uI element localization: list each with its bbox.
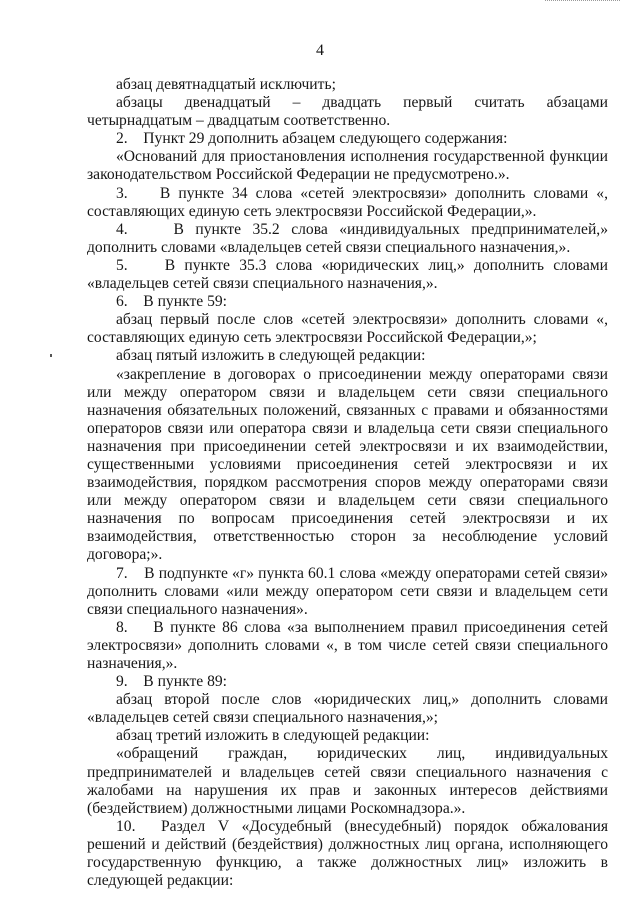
item-8: 8. В пункте 86 слова «за выполнением правил присоединения сетей электросвязи» дополнить словами «, в том числе сетей связи специального назначения,». xyxy=(87,618,608,672)
scan-margin-mark xyxy=(50,354,52,357)
item-3: 3. В пункте 34 слова «сетей электросвязи» дополнить словами «, составляющих единую сеть электросвязи Российской Федерации,». xyxy=(87,184,608,220)
item-2: 2. Пункт 29 дополнить абзацем следующего содержания: xyxy=(116,130,508,148)
item-9-abzac-2: абзац второй после слов «юридических лиц,» дополнить словами «владельцев сетей связи специального назначения,»; xyxy=(87,691,608,727)
item-9-abzac-3-quote: «обращений граждан, юридических лиц, индивидуальных предпринимателей и владельцев сетей связи специального назначения с жалобами на нарушения их прав и законных интересов действиями (бездействием) должностными лицами Роскомнадзора.». xyxy=(87,745,608,817)
scan-edge-line xyxy=(545,0,620,2)
paragraph-abzac-19: абзац девятнадцатый исключить; xyxy=(116,76,336,93)
item-10: 10. Раздел V «Досудебный (внесудебный) порядок обжалования решений и действий (бездействия) должностных лиц органа, исполняющего государственную функцию, а также должностных лиц» изложить в следующей редакции: xyxy=(87,817,608,890)
item-7: 7. В подпункте «г» пункта 60.1 слова «между операторами сетей связи» дополнить словами «или между оператором сети связи и владельцем сети связи специального назначения». xyxy=(87,564,608,618)
item-6-abzac-1: абзац первый после слов «сетей электросвязи» дополнить словами «, составляющих единую сеть электросвязи Российской Федерации,»; xyxy=(87,311,608,347)
item-4: 4. В пункте 35.2 слова «индивидуальных предпринимателей,» дополнить словами «владельцев сетей связи специального назначения,». xyxy=(87,220,608,256)
item-2-quote: «Оснований для приостановления исполнения государственной функции законодательством Российской Федерации не предусмотрено.». xyxy=(87,148,608,184)
item-5: 5. В пункте 35.3 слова «юридических лиц,» дополнить словами «владельцев сетей связи специального назначения,». xyxy=(87,256,608,293)
page-number: 4 xyxy=(316,42,324,59)
item-6-abzac-5-quote: «закрепление в договорах о присоединении между операторами связи или между оператором связи и владельцем сети связи специального назначения обязательных положений, связанных с правами и обязанностями операторов связи или оператора связи и владельца сети связи специального назначения при присоединении сетей электросвязи и их взаимодействии, существенными условиями присоединения сетей электросвязи и их взаимодействия, порядком рассмотрения споров между операторами связи или между оператором связи и владельцем сети связи специального назначения по вопросам присоединения сетей электросвязи и их взаимодействия, ответственностью сторон за несоблюдение условий договора;». xyxy=(87,365,608,564)
document-body xyxy=(87,76,608,890)
item-6: 6. В пункте 59: xyxy=(116,293,228,311)
item-6-abzac-5-intro: абзац пятый изложить в следующей редакции: xyxy=(116,347,426,365)
item-9: 9. В пункте 89: xyxy=(116,673,228,691)
item-9-abzac-3-intro: абзац третий изложить в следующей редакции: xyxy=(116,727,430,745)
paragraph-renumbering: абзацы двенадцатый – двадцать первый считать абзацами четырнадцатым – двадцатым соответственно. xyxy=(87,94,608,130)
